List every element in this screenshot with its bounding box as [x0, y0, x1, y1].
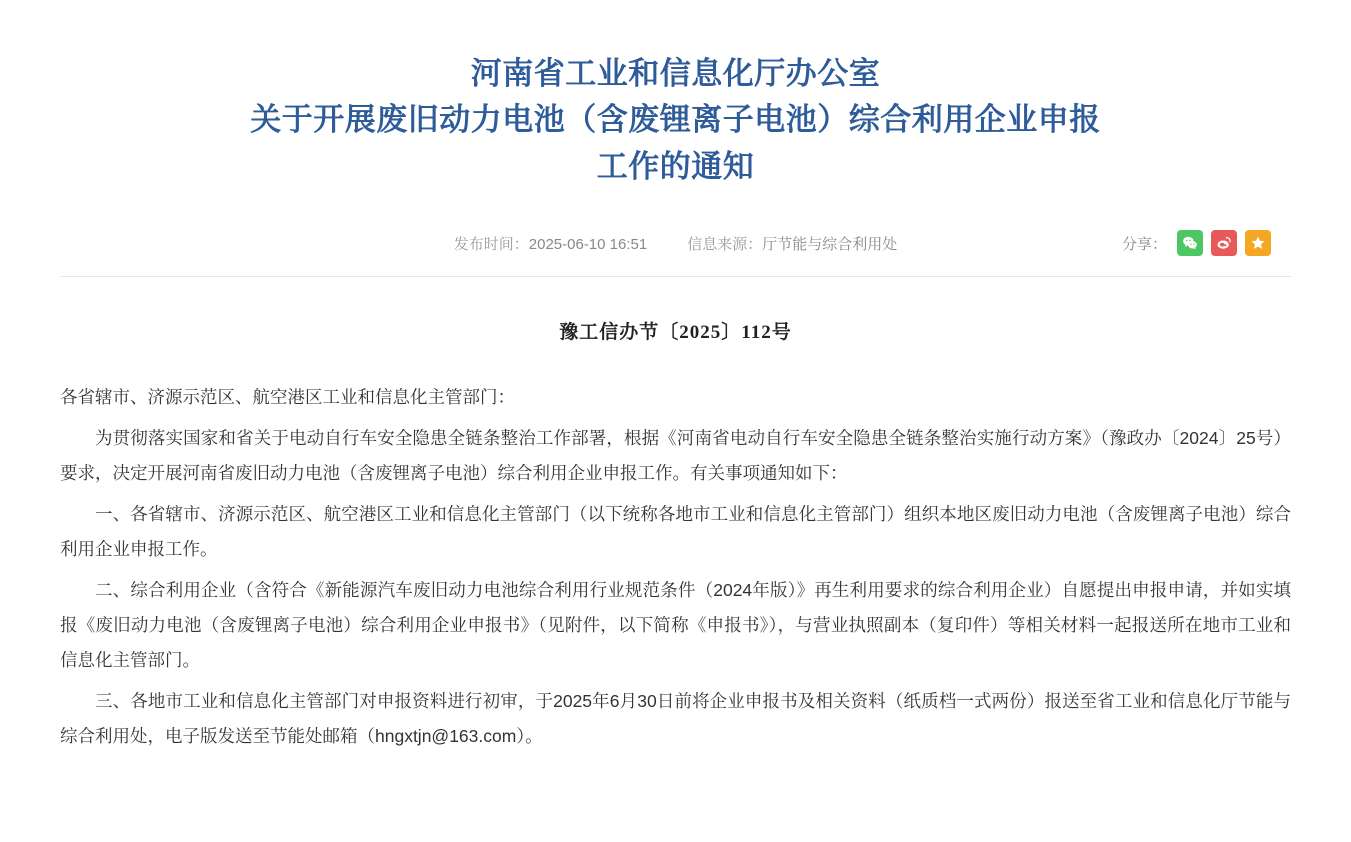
share-bar: [1122, 230, 1271, 256]
qzone-share-icon[interactable]: [1245, 230, 1271, 256]
meta-divider: [60, 276, 1291, 277]
paragraph-intro: 为贯彻落实国家和省关于电动自行车安全隐患全链条整治工作部署，根据《河南省电动自行车安全隐患全链条整治实施行动方案》（豫政办〔2024〕25号）要求，决定开展河南省废旧动力电池（含废锂离子电池）综合利用企业申报工作。有关事项通知如下：: [60, 428, 1291, 484]
title-line-1: 河南省工业和信息化厅办公室: [470, 55, 881, 91]
title-line-2: 关于开展废旧动力电池（含废锂离子电池）综合利用企业申报: [250, 102, 1101, 138]
document-body: [60, 380, 1291, 754]
document-number: 豫工信办节〔2025〕112号: [559, 322, 792, 344]
title-line-3: 工作的通知: [596, 148, 755, 184]
page-title: [0, 0, 1351, 190]
document-meta: [0, 226, 1351, 260]
info-source-label: 信息来源：: [687, 235, 763, 253]
info-source-value: 厅节能与综合利用处: [762, 235, 898, 253]
publish-time-label: 发布时间：: [453, 235, 529, 253]
document-title: [60, 51, 1291, 191]
publish-time-value: 2025-06-10 16:51: [528, 235, 648, 253]
share-label: 分享：: [1121, 235, 1167, 253]
meta-center-group: [454, 233, 897, 254]
paragraph-item-2: 二、综合利用企业（含符合《新能源汽车废旧动力电池综合利用行业规范条件（2024年版）》再生利用要求的综合利用企业）自愿提出申报申请，并如实填报《废旧动力电池（含废锂离子电池）综合利用企业申报书》（见附件，以下简称《申报书》），与营业执照副本（复印件）等相关材料一起报送所在地市工业和信息化主管部门。: [60, 580, 1291, 671]
publish-time: [454, 233, 647, 254]
paragraph-item-1: 一、各省辖市、济源示范区、航空港区工业和信息化主管部门（以下统称各地市工业和信息化主管部门）组织本地区废旧动力电池（含废锂离子电池）综合利用企业申报工作。: [60, 504, 1291, 560]
paragraph-addressee: 各省辖市、济源示范区、航空港区工业和信息化主管部门：: [60, 387, 515, 408]
weibo-share-icon[interactable]: [1211, 230, 1237, 256]
paragraph-item-3: 三、各地市工业和信息化主管部门对申报资料进行初审，于2025年6月30日前将企业申报书及相关资料（纸质档一式两份）报送至省工业和信息化厅节能与综合利用处，电子版发送至节能处邮箱（hngxtjn@163.com）。: [60, 691, 1291, 747]
wechat-share-icon[interactable]: [1177, 230, 1203, 256]
info-source: [687, 233, 897, 254]
